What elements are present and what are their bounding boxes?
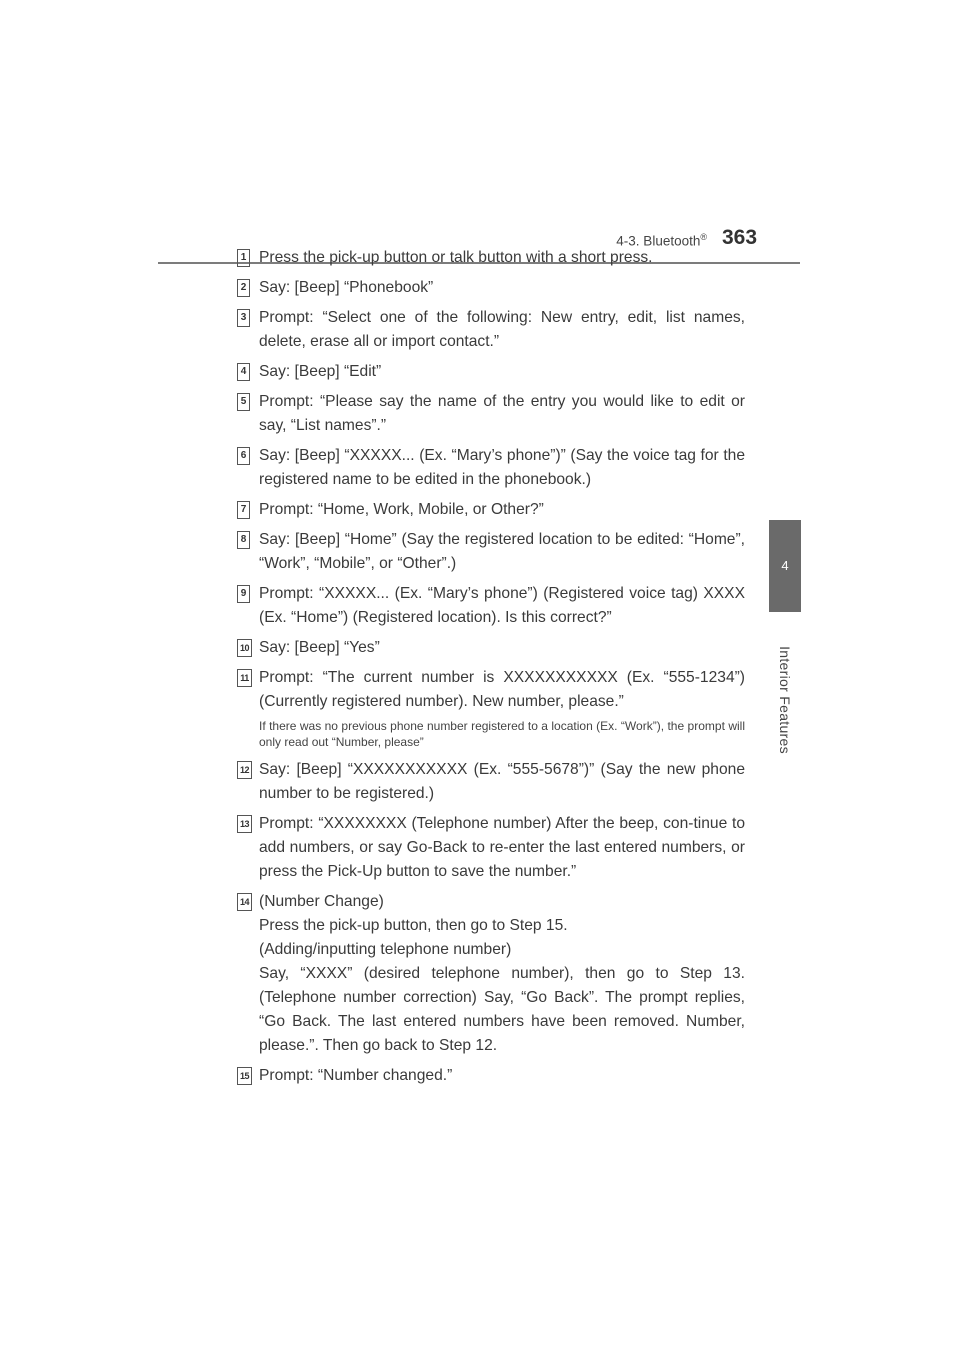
step-7 (237, 498, 745, 522)
step-text (259, 528, 745, 576)
step-6 (237, 444, 745, 492)
step-text (259, 498, 745, 522)
step-11 (237, 666, 745, 714)
page-header (0, 0, 960, 265)
step-number-badge: 5 (237, 393, 250, 411)
step-line: Prompt: “XXXXX... (Ex. “Mary’s phone”) (Registered voice tag) XXXX (Ex. “Home”) (Registered location). Is this correct?” (259, 585, 745, 626)
step-13 (237, 812, 745, 884)
step-text (259, 890, 745, 1058)
step-line: Say: [Beep] “Edit” (259, 363, 382, 380)
step-10 (237, 636, 745, 660)
step-number-badge: 13 (237, 815, 252, 833)
step-5 (237, 390, 745, 438)
step-number-badge: 3 (237, 309, 250, 327)
step-number-badge: 8 (237, 531, 250, 549)
step-line: Prompt: “XXXXXXXX (Telephone number) After the beep, con-tinue to add numbers, or say Go-Back to re-enter the last entered numbers, or press the Pick-Up button to save the number.” (259, 815, 745, 880)
chapter-tab: 4 (769, 520, 801, 612)
step-line: Prompt: “The current number is XXXXXXXXXXX (Ex. “555-1234”) (Currently registered number). New number, please.” (259, 669, 745, 710)
step-line: Say: [Beep] “Home” (Say the registered location to be edited: “Home”, “Work”, “Mobile”, or “Other”.) (259, 531, 745, 572)
step-number-badge: 10 (237, 639, 252, 657)
step-line: (Number Change) (259, 893, 384, 910)
step-line: Say: [Beep] “Phonebook” (259, 279, 434, 296)
step-text (259, 666, 745, 714)
step-number-badge: 4 (237, 363, 250, 381)
step-4 (237, 360, 745, 384)
step-number-badge: 14 (237, 893, 252, 911)
step-line: Prompt: “Please say the name of the entry you would like to edit or say, “List names”.” (259, 393, 745, 434)
step-12 (237, 758, 745, 806)
step-line: Press the pick-up button, then go to Step 15. (259, 917, 568, 934)
section-title-text: 4-3. Bluetooth (616, 233, 701, 249)
step-number-badge: 9 (237, 585, 250, 603)
step-1 (237, 246, 745, 270)
step-number-badge: 12 (237, 761, 252, 779)
step-text (259, 812, 745, 884)
step-line: Prompt: “Select one of the following: New entry, edit, list names, delete, erase all or import contact.” (259, 309, 745, 350)
step-line: Say: [Beep] “XXXXX... (Ex. “Mary’s phone”)” (Say the voice tag for the registered name to be edited in the phonebook.) (259, 447, 745, 488)
step-text (259, 636, 745, 660)
registered-mark: ® (700, 232, 707, 242)
step-line: Press the pick-up button or talk button with a short press. (259, 249, 653, 266)
step-8 (237, 528, 745, 576)
step-number-badge: 1 (237, 249, 250, 267)
page-number: 363 (722, 226, 758, 249)
step-line: (Adding/inputting telephone number) (259, 941, 512, 958)
step-9 (237, 582, 745, 630)
step-text (259, 390, 745, 438)
step-text (259, 582, 745, 630)
chapter-label: Interior Features (777, 646, 793, 754)
step-line: Say, “XXXX” (desired telephone number), then go to Step 13. (Telephone number correction) Say, “Go Back”. The prompt replies, “Go Back. The last entered numbers have been removed. Number, please.”. Then go back to Step 12. (259, 965, 745, 1054)
step-14 (237, 890, 745, 1058)
step-line: Prompt: “Home, Work, Mobile, or Other?” (259, 501, 544, 518)
step-text (259, 360, 745, 384)
note-text: If there was no previous phone number registered to a location (Ex. “Work”), the prompt will only read out “Number, please” (259, 719, 745, 749)
steps-list (237, 246, 745, 1094)
step-line: Prompt: “Number changed.” (259, 1067, 453, 1084)
step-text (259, 444, 745, 492)
step-number-badge: 15 (237, 1067, 252, 1085)
step-text (259, 306, 745, 354)
step-line: Say: [Beep] “XXXXXXXXXXX (Ex. “555-5678”)” (Say the new phone number to be registered.) (259, 761, 745, 802)
step-text (259, 276, 745, 300)
step-text (259, 758, 745, 806)
step-number-badge: 7 (237, 501, 250, 519)
step-line: Say: [Beep] “Yes” (259, 639, 380, 656)
step-2 (237, 276, 745, 300)
step-3 (237, 306, 745, 354)
step-number-badge: 11 (237, 669, 252, 687)
step-number-badge: 2 (237, 279, 250, 297)
step-15 (237, 1064, 745, 1088)
step-text (259, 1064, 745, 1088)
step-text (259, 246, 745, 270)
step-number-badge: 6 (237, 447, 250, 465)
